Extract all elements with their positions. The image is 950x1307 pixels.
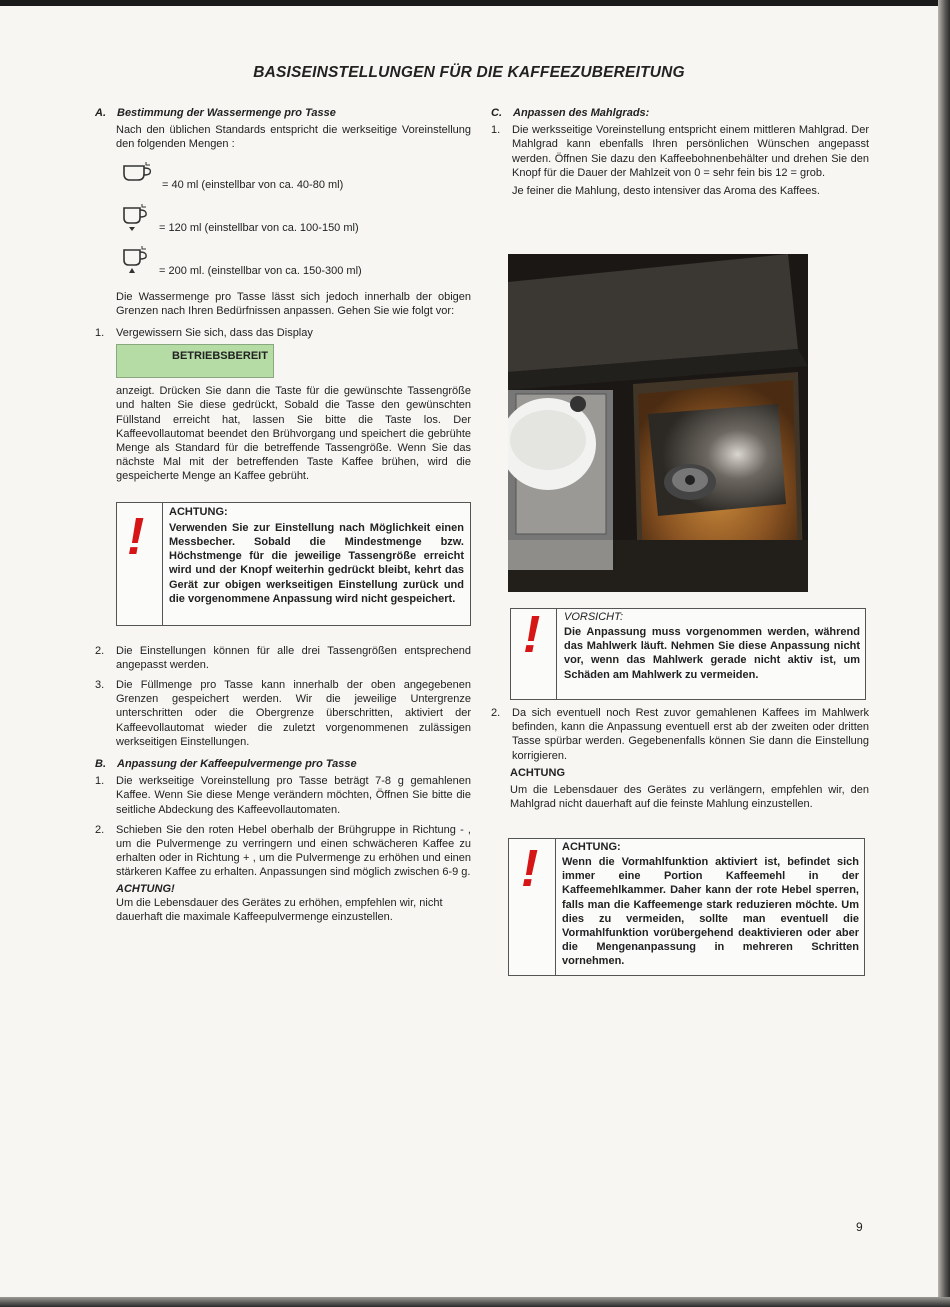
scan-bottom-edge: [0, 1297, 950, 1307]
cup-row-small: [95, 162, 471, 204]
section-b-note-title: ACHTUNG!: [116, 882, 175, 895]
section-b-note-text: Um die Lebensdauer des Gerätes zu erhöhen, empfehlen wir, nicht dauerhaft die maximale Kaffeepulvermenge einzustellen.: [116, 896, 443, 924]
section-c-step-1-note: Je feiner die Mahlung, desto intensiver das Aroma des Kaffees.: [512, 185, 820, 198]
caution-text: Die Anpassung muss vorgenommen werden, während das Mahlwerk läuft. Nehmen Sie diese Anpassung nicht vor, wenn das Mahlwerk gerade nicht aktiv ist, um Schäden am Mahlwerk zu vermeiden.: [564, 626, 860, 681]
cup-row-medium: [95, 204, 471, 246]
section-c-note-title: ACHTUNG: [510, 766, 565, 779]
scan-top-edge: [0, 0, 950, 6]
cup-small-volume: = 40 ml (einstellbar von ca. 40-80 ml): [162, 178, 344, 191]
section-a-after-cups: Die Wassermenge pro Tasse lässt sich jedoch innerhalb der obigen Grenzen nach Ihren Bedürfnissen anpassen. Gehen Sie wie folgt vor:: [116, 290, 471, 317]
section-b-step-2: 2. Schieben Sie den roten Hebel oberhalb der Brühgruppe in Richtung - , um die Pulvermenge zu verringern und einen schwächeren Kaffee zu erhalten oder in Richtung + , um die Pulvermenge zu erhöhen und einen stärkeren Kaffee zu erhalten. Anpassungen sind möglich zwischen 6-9 g.: [95, 823, 471, 879]
cup-small-icon: [122, 162, 158, 184]
warning-c-exclamation-icon: !: [521, 840, 539, 898]
caution-exclamation-icon: !: [523, 606, 541, 664]
cup-large-volume: = 200 ml. (einstellbar von ca. 150-300 ml): [159, 264, 362, 277]
section-c-step-2: 2. Da sich eventuell noch Rest zuvor gemahlenen Kaffees im Mahlwerk befinden, kann die Anpassung eventuell erst ab der zweiten oder dritten Tasse spürbar werden. Gegebenenfalls können Sie dann die Einstellung korrigieren.: [491, 707, 869, 762]
section-a-step-1: 1. Vergewissern Sie sich, dass das Display: [95, 327, 313, 340]
page-number: 9: [856, 1220, 863, 1234]
section-c-note-text: Um die Lebensdauer des Gerätes zu verlängern, empfehlen wir, den Mahlgrad nicht dauerhaft auf die feinste Mahlung einzustellen.: [510, 784, 869, 811]
warning-c-title: ACHTUNG:: [562, 841, 621, 853]
section-c-heading: C. Anpassen des Mahlgrads:: [491, 107, 650, 119]
warning-c-text: Wenn die Vormahlfunktion aktiviert ist, befindet sich immer eine Portion Kaffeemehl in der Kaffeemehlkammer. Daher kann der rote Hebel sperren, falls man die Kaffeemenge stark reduzieren möchte. Um dies zu vermeiden, sollte man eventuell die Vormahlfunktion vorübergehend deaktivieren oder aber die Mengenanpassung in mehreren Schritten vornehmen.: [562, 856, 859, 968]
warning-a-text: Verwenden Sie zur Einstellung nach Möglichkeit einen Messbecher. Sobald die Mindestmenge bzw. Höchstmenge für die jeweilige Tassengröße erreicht wird und der Knopf weiterhin gedrückt bleibt, kehrt das Gerät zur obigen werkseitigen Einstellung zurück und die vorgenommene Anpassung wird nicht gespeichert.: [169, 521, 464, 605]
warning-a-title: ACHTUNG:: [169, 505, 228, 518]
cup-medium-volume: = 120 ml (einstellbar von ca. 100-150 ml): [159, 221, 359, 234]
page-title: BASISEINSTELLUNGEN FÜR DIE KAFFEEZUBEREITUNG: [253, 64, 685, 81]
section-a-heading: A. Bestimmung der Wassermenge pro Tasse: [95, 107, 336, 119]
scan-right-edge: [938, 0, 950, 1307]
section-a-step-3: 3. Die Füllmenge pro Tasse kann innerhalb der oben angegebenen Grenzen gespeichert werden. Wir die jeweilige Untergrenze unterschritten oder die Obergrenze überschritten, aktiviert der Kaffeevollautomat wieder die zuletzt vorgenommenen zulässigen werkseitigen Einstellungen.: [95, 679, 471, 748]
caution-box-c: [510, 608, 866, 700]
warning-box-a: [116, 502, 471, 626]
right-column-lower: [491, 706, 869, 817]
left-column: [95, 106, 471, 930]
warning-exclamation-icon: !: [127, 507, 145, 566]
section-a-step-2: 2. Die Einstellungen können für alle drei Tassengrößen entsprechend angepasst werden.: [95, 644, 471, 671]
warning-box-c: [508, 838, 865, 976]
caution-title: VORSICHT:: [564, 611, 624, 623]
cup-row-large: [95, 246, 471, 290]
section-c-step-1: 1. Die werksseitige Voreinstellung entspricht einem mittleren Mahlgrad. Der Mahlgrad kann ebenfalls Ihren persönlichen Wünschen angepasst werden. Öffnen Sie dazu den Kaffeebohnenbehälter und drehen Sie den Knopf für die Dauer der Mahlzeit von 0 = sehr fein bis 12 = grob.: [491, 124, 869, 179]
bean-container-photo: [508, 254, 808, 592]
display-betriebsbereit: BETRIEBSBEREIT: [116, 344, 274, 378]
cup-large-icon: [122, 246, 158, 276]
section-b-step-1: 1. Die werkseitige Voreinstellung pro Tasse beträgt 7-8 g gemahlenen Kaffee. Wenn Sie diese Menge verändern möchten, Öffnen Sie bitte die seitliche Abdeckung des Kaffeevollautomaten.: [95, 775, 471, 816]
right-column: [491, 106, 869, 204]
section-a-intro: Nach den üblichen Standards entspricht die werkseitige Voreinstellung den folgenden Mengen :: [116, 124, 471, 151]
section-a-step-1-cont: anzeigt. Drücken Sie dann die Taste für die gewünschte Tassengröße und halten Sie diese gedrückt, Sobald die Tasse den gewünschten Füllstand erreicht hat, lassen Sie bitte die Taste los. Der Kaffeevollautomat beendet den Brühvorgang und speichert die gebrühte Menge als Standard für die betreffende Tassengröße. Wenn Sie das nächste Mal mit der betreffenden Taste Kaffee brühen, wird die gespeicherte Menge an Kaffee gebrüht.: [116, 385, 471, 483]
cup-medium-icon: [122, 204, 158, 232]
section-b-heading: B. Anpassung der Kaffeepulvermenge pro Tasse: [95, 758, 357, 771]
